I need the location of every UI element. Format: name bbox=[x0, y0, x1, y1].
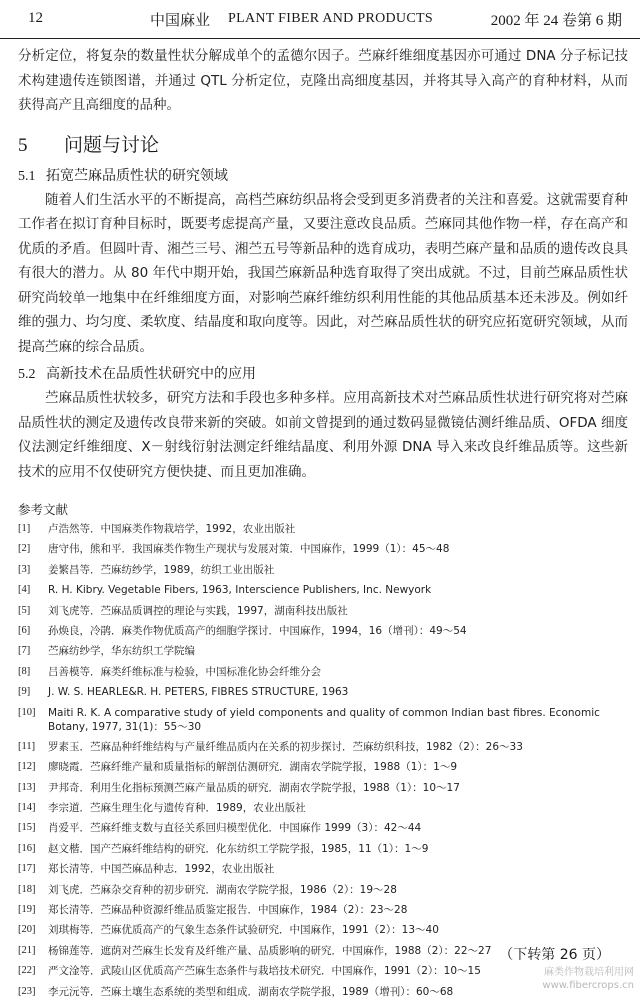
subsection-number: 5.2 bbox=[18, 367, 36, 382]
references-heading: 参考文献 bbox=[18, 502, 69, 517]
reference-text: 刘飞虎．苎麻杂交育种的初步研究．湖南农学院学报，1986（2）：19～28 bbox=[48, 883, 397, 896]
reference-number: [21] bbox=[18, 944, 36, 956]
reference-number: [5] bbox=[18, 604, 31, 616]
reference-text: Maiti R. K. A comparative study of yield components and quality of common Indian bast fibres. Economic Botany, 1977, 31(1)：55～30 bbox=[48, 706, 600, 733]
reference-item bbox=[18, 563, 628, 577]
reference-item bbox=[18, 624, 628, 638]
continued-note: （下转第 26 页） bbox=[499, 947, 610, 963]
reference-item bbox=[18, 903, 628, 917]
reference-text: J. W. S. HEARLE&R. H. PETERS, FIBRES STRUCTURE, 1963 bbox=[48, 686, 349, 699]
issue-info: 2002 年 24 卷第 6 期 bbox=[490, 13, 622, 29]
reference-text: 尹邦奇．利用生化指标预测苎麻产量品质的研究．湖南农学院学报，1988（1）：10～17 bbox=[48, 781, 460, 794]
reference-item bbox=[18, 821, 628, 835]
subsection-heading bbox=[18, 363, 628, 386]
reference-number: [16] bbox=[18, 842, 36, 854]
reference-list bbox=[18, 522, 628, 999]
reference-number: [8] bbox=[18, 665, 31, 677]
reference-number: [23] bbox=[18, 985, 36, 997]
reference-item bbox=[18, 781, 628, 795]
reference-number: [10] bbox=[18, 706, 36, 718]
section-heading bbox=[18, 130, 628, 157]
reference-text: R. H. Kibry. Vegetable Fibers, 1963, Interscience Publishers, Inc. Newyork bbox=[48, 584, 432, 597]
reference-item bbox=[18, 862, 628, 876]
reference-item bbox=[18, 706, 628, 734]
reference-number: [13] bbox=[18, 781, 36, 793]
reference-number: [9] bbox=[18, 686, 31, 698]
page-number: 12 bbox=[28, 10, 43, 26]
reference-number: [14] bbox=[18, 802, 36, 814]
reference-text: 孙焕良，冷鹃．麻类作物优质高产的细胞学探讨．中国麻作，1994，16（增刊）：49～54 bbox=[48, 624, 467, 637]
reference-item bbox=[18, 665, 628, 679]
reference-number: [1] bbox=[18, 523, 31, 534]
reference-text: 郑长清等．苎麻品种资源纤维品质鉴定报告．中国麻作，1984（2）：23～28 bbox=[48, 904, 408, 917]
subsection-heading bbox=[18, 165, 628, 188]
reference-item bbox=[18, 842, 628, 856]
subsection-title: 拓宽苎麻品质性状的研究领域 bbox=[45, 167, 228, 184]
reference-text: 刘琪梅等．苎麻优质高产的气象生态条件试验研究．中国麻作，1991（2）：13～40 bbox=[48, 924, 439, 937]
reference-text: 郑长清等．中国苎麻品种志．1992，农业出版社 bbox=[48, 863, 275, 876]
article-body bbox=[18, 44, 628, 1005]
subsection-number: 5.1 bbox=[18, 168, 36, 184]
reference-number: [18] bbox=[18, 883, 36, 895]
reference-number: [12] bbox=[18, 761, 36, 773]
paragraph: 苎麻品质性状较多，研究方法和手段也多种多样。应用高新技术对苎麻品质性状进行研究将对苎麻品质性状的测定及遗传改良带来新的突破。如前文曾提到的通过数码显微镜估测纤维品质、OFDA 细度仪法测定纤维细度、X－射线衍射法测定纤维结晶度、利用外源 DNA 导入来改良纤维品质等。这些新技术的应用不仅使研究方便快捷、而且更加准确。 bbox=[18, 390, 628, 480]
section-number: 5 bbox=[18, 134, 28, 156]
page-header bbox=[0, 0, 640, 39]
reference-text: 李元沅等．苎麻土壤生态系统的类型和组成．湖南农学院学报，1989（增刊）：60～68 bbox=[48, 985, 454, 998]
reference-item bbox=[18, 542, 628, 556]
reference-item bbox=[18, 801, 628, 815]
reference-text: 姜繁昌等．苎麻纺纱学，1989，纺织工业出版社 bbox=[48, 563, 275, 576]
reference-text: 杨锦莲等．遮荫对苎麻生长发育及纤维产量、品质影响的研究．中国麻作，1988（2）：22～27 bbox=[48, 944, 492, 957]
subsection-title: 高新技术在品质性状研究中的应用 bbox=[45, 366, 256, 382]
reference-number: [7] bbox=[18, 645, 31, 657]
reference-number: [2] bbox=[18, 543, 31, 555]
journal-name-en: PLANT FIBER AND PRODUCTS bbox=[228, 11, 433, 26]
reference-text: 吕善模等．麻类纤维标准与检验，中国标准化协会纤维分会 bbox=[48, 665, 321, 678]
reference-item bbox=[18, 760, 628, 774]
reference-number: [3] bbox=[18, 563, 31, 575]
reference-number: [17] bbox=[18, 863, 36, 875]
reference-text: 严文淦等．武陵山区优质高产苎麻生态条件与栽培技术研究．中国麻作，1991（2）：10～15 bbox=[48, 965, 481, 978]
reference-number: [20] bbox=[18, 924, 36, 936]
reference-item bbox=[18, 644, 628, 658]
reference-item bbox=[18, 522, 628, 536]
reference-text: 唐守伟，熊和平．我国麻类作物生产现状与发展对策．中国麻作，1999（1）：45～48 bbox=[48, 543, 450, 556]
reference-text: 刘飞虎等．苎麻品质调控的理论与实践，1997，湖南科技出版社 bbox=[48, 604, 348, 617]
reference-text: 罗素玉．苎麻品种纤维结构与产量纤维品质内在关系的初步探讨．苎麻纺织科技，1982（2）：26～33 bbox=[48, 740, 523, 753]
intro-paragraph: 分析定位，将复杂的数量性状分解成单个的孟德尔因子。苎麻纤维细度基因亦可通过 DNA 分子标记技术构建遗传连锁图谱，并通过 QTL 分析定位，克隆出高细度基因，并将其导入高产的育种材料，从而获得高产且高细度的品种。 bbox=[18, 48, 628, 113]
reference-number: [19] bbox=[18, 904, 36, 916]
reference-item bbox=[18, 740, 628, 754]
reference-number: [11] bbox=[18, 740, 36, 752]
reference-text: 赵文楷．国产苎麻纤维结构的研究．化东纺织工学院学报，1985，11（1）：1～9 bbox=[48, 842, 429, 855]
reference-number: [15] bbox=[18, 822, 36, 834]
reference-number: [4] bbox=[18, 584, 31, 596]
journal-name-cn: 中国麻业 bbox=[150, 11, 211, 29]
reference-number: [22] bbox=[18, 965, 36, 977]
reference-text: 卢浩然等．中国麻类作物栽培学，1992，农业出版社 bbox=[48, 523, 296, 535]
reference-item bbox=[18, 685, 628, 699]
reference-item bbox=[18, 883, 628, 897]
reference-item bbox=[18, 583, 628, 597]
paragraph: 随着人们生活水平的不断提高，高档苎麻纺织品将会受到更多消费者的关注和喜爱。这就需要育种工作者在拟订育种目标时，既要考虑提高产量，又要注意改良品质。苎麻同其他作物一样，存在高产和优质的矛盾。但圆叶青、湘苎三号、湘苎五号等新品种的选育成功，表明苎麻产量和品质的遗传改良具有很大的潜力。从 80 年代中期开始，我国苎麻新品种选育取得了突出成就。不过，目前苎麻品质性状研究尚较单一地集中在纤维细度方面，对影响苎麻纤维纺织利用性能的其他品质基本还未涉及。例如纤维的强力、均匀度、柔软度、结晶度和取向度等。因此，对苎麻品质性状的研究应拓宽研究领域，从而提高苎麻的综合品质。 bbox=[18, 191, 628, 355]
reference-text: 李宗道．苎麻生理生化与遗传育种．1989，农业出版社 bbox=[48, 802, 306, 815]
watermark: 麻类作物栽培利用网 www.fibercrops.cn bbox=[542, 967, 634, 991]
section-title: 问题与讨论 bbox=[64, 133, 160, 156]
reference-item bbox=[18, 923, 628, 937]
reference-text: 苎麻纺纱学，华东纺织工学院编 bbox=[48, 645, 195, 658]
reference-text: 廖晓霞．苎麻纤维产量和质量指标的解剖估测研究．湖南农学院学报，1988（1）：1～9 bbox=[48, 761, 458, 774]
reference-number: [6] bbox=[18, 624, 31, 636]
reference-text: 肖爱平．苎麻纤维支数与直径关系回归模型优化．中国麻作 1999（3）：42～44 bbox=[48, 822, 422, 835]
reference-item bbox=[18, 604, 628, 618]
